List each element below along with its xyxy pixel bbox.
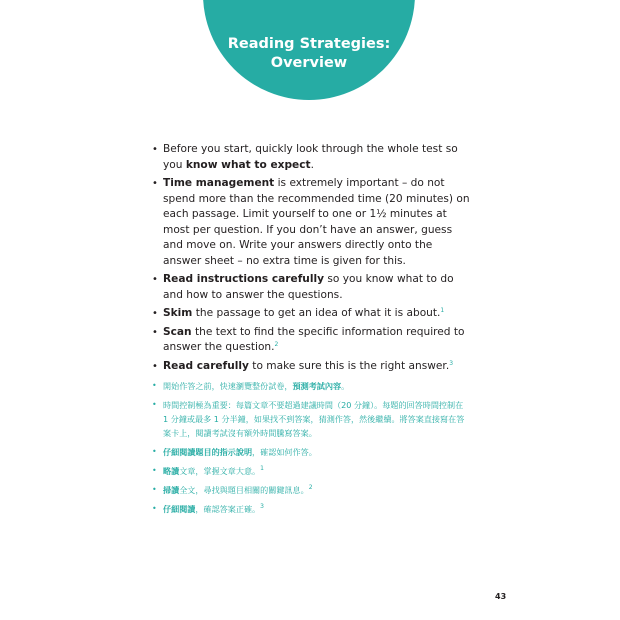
item-text-end: ，確認如何作答。 [252, 447, 317, 457]
footnote-ref: 1 [260, 465, 264, 472]
item-bold: Scan [163, 325, 192, 338]
english-item [150, 325, 470, 356]
bullet-icon: • [152, 485, 157, 494]
item-bold: know what to expect [185, 158, 311, 171]
english-item [150, 359, 470, 375]
chinese-item [150, 398, 470, 440]
page-title-line2: Overview [270, 55, 348, 71]
item-text-end: so you know what to do and how to answer the questions. [163, 273, 454, 301]
item-text: 時間控制極為重要：每篇文章不要超過建議時間（20 分鐘）。每題的回答時間控制在 1 分鐘或最多 1 分半鐘，如果找不到答案，猜測作答，然後繼續。將答案直接寫在答案卡上，閱讀考試沒有額外時間騰寫答案。 [163, 400, 465, 438]
bullet-icon: • [152, 274, 158, 285]
item-bold: 略讀 [163, 466, 180, 476]
item-bold: 預測考試內容 [292, 381, 342, 391]
page-title-line1: Reading Strategies: [227, 36, 391, 52]
item-text: 開始作答之前，快速瀏覽整份試卷， [163, 381, 293, 391]
bullet-icon: • [152, 400, 157, 409]
bullet-icon: • [152, 447, 157, 456]
item-text-end: the text to find the specific information required to answer the question. [163, 325, 465, 353]
english-item [150, 272, 470, 303]
item-bold: Time management [163, 177, 275, 189]
item-text-end: ，確認答案正確。 [195, 504, 261, 514]
item-bold: Read instructions carefully [163, 273, 325, 285]
item-text-end: 全文，尋找與題目相關的關鍵訊息。 [179, 485, 309, 495]
content-body [150, 142, 470, 521]
item-text: Before you start, quickly look through the whole test so you [163, 143, 458, 171]
chinese-item [150, 464, 470, 478]
footnote-ref: 3 [260, 503, 264, 510]
bullet-icon: • [152, 381, 157, 390]
item-text-end: . [310, 158, 314, 171]
english-list [150, 142, 470, 374]
bullet-icon: • [152, 360, 158, 372]
bullet-icon: • [152, 326, 158, 338]
footnote-ref: 2 [308, 484, 313, 491]
item-bold: Read carefully [163, 359, 249, 372]
chinese-list [150, 379, 470, 516]
item-text-end: the passage to get an idea of what it is about. [192, 307, 441, 319]
chinese-item [150, 379, 470, 393]
item-bold: 掃讀 [163, 485, 180, 495]
english-item [150, 306, 470, 322]
footnote-ref: 2 [274, 341, 279, 348]
chinese-item [150, 445, 470, 459]
chinese-item [150, 502, 470, 516]
item-text-end: 文章，掌握文章大意。 [179, 466, 261, 476]
page-title [203, 35, 415, 73]
bullet-icon: • [152, 178, 158, 189]
item-text-end: is extremely important – do not spend more than the recommended time (20 minutes) on each passage. Limit yourself to one or 1½ minutes at most per question. If you don’t have an answer, guess and move on. Write your answers directly onto the answer sheet – no extra time is given for this. [163, 177, 470, 267]
bullet-icon: • [152, 144, 158, 155]
bullet-icon: • [152, 308, 158, 319]
item-text-end: to make sure this is the right answer. [248, 359, 450, 372]
footnote-ref: 1 [440, 307, 445, 314]
english-item [150, 142, 470, 173]
english-item [150, 176, 470, 269]
footnote-ref: 3 [449, 359, 454, 367]
item-text-end: 。 [341, 381, 350, 391]
bullet-icon: • [152, 466, 157, 475]
bullet-icon: • [152, 504, 157, 513]
item-bold: 仔細閱讀題目的指示說明 [163, 447, 253, 457]
item-bold: Skim [163, 307, 193, 319]
item-bold: 仔細閱讀 [163, 504, 196, 514]
page-number: 43 [495, 592, 507, 601]
chinese-item [150, 483, 470, 497]
